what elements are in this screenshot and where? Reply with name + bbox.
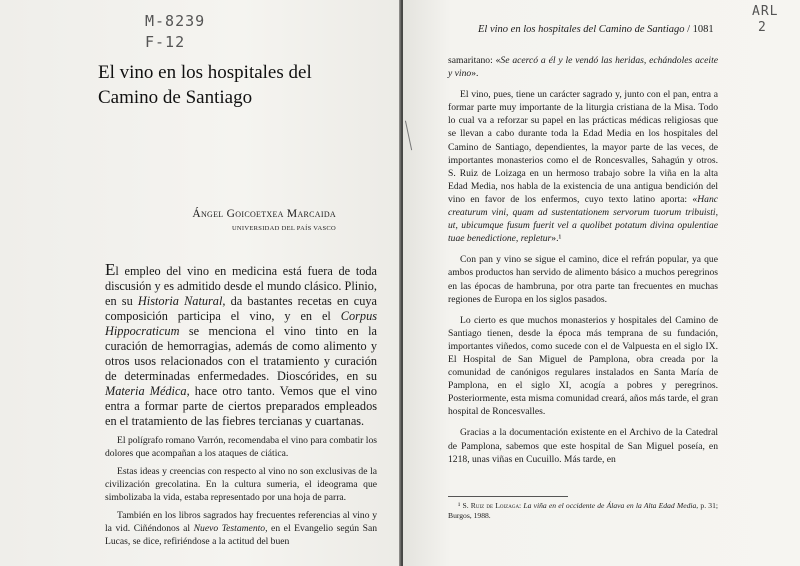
paragraph: Con pan y vino se sigue el camino, dice el refrán popular, ya que ambos productos han servido de alimento básico a muchos peregrinos en las épocas de hambruna, por otra parte tan frecuentes en muchas regiones de Europa en los siglos pasados.	[448, 254, 718, 305]
paragraph: Lo cierto es que muchos monasterios y hospitales del Camino de Santiago tienen, desde la época más temprana de su fundación, importantes viñedos, como sucede con el de Valpuesta en el siglo IX. El Hospital de San Miguel de Pamplona, obra creada por la comunidad de canónigos regulares instalados en Santa María de Pamplona, en el siglo XI, acogía a pobres y peregrinos. Posteriormente, esta misma comunidad creará, años más tarde, el gran hospital de Roncesvalles.	[448, 314, 718, 418]
handwritten-code: ARL	[752, 4, 779, 19]
author-affiliation: UNIVERSIDAD DEL PAÍS VASCO	[231, 225, 336, 232]
left-body-text	[105, 262, 377, 553]
right-body-text	[448, 54, 718, 474]
opening-paragraph: El empleo del vino en medicina está fuera de toda discusión y es admitido desde el mundo clásico. Plinio, en su Historia Natural, da bastantes recetas en cuya composición participa el vino, y en el Corpus Hippocraticum se menciona el vino tinto en la curación de hemorragias, además de como alimento y otros usos relacionados con el tratamiento y curación de determinadas enfermedades. Dioscórides, en su Materia Médica, hace otro tanto. Vemos que el vino entra a formar parte de ciertos preparados empleados en el tratamiento de las fiebres tercianas y cuartanas.	[105, 260, 377, 428]
article-title: El vino en los hospitales del Camino de Santiago	[98, 62, 312, 108]
paragraph: samaritano: «Se acercó a él y le vendó las heridas, echándoles aceite y vino».	[448, 55, 719, 80]
paragraph: Estas ideas y creencias con respecto al vino no son exclusivas de la civilización grecolatina. En la cultura sumeria, el ideograma que simbolizaba la vida, estaba representado por una hoja de parra.	[105, 466, 377, 503]
paragraph: El vino, pues, tiene un carácter sagrado y, junto con el pan, entra a formar parte muy importante de la liturgia cristiana de la Misa. Todo lo cual va a reforzar su papel en las prácticas médicas religiosas que se llevan a cabo durante toda la Edad Media en los hospitales del Camino de Santiago, dependientes, la mayor parte de las veces, de importantes monasterios como el de Roncesvalles, Sahagún y otros. S. Ruiz de Loizaga en un hermoso trabajo sobre la viña en la alta Edad Media, nos habla de la existencia de una antigua bendición del vino en favor de los enfermos, cuyo texto latino aporta: «Hanc creaturum vini, quam ad sustentationem servorum tuorum tribuisti, ut, ubicumque fusum fuerit vel a quolibet potatum divina opulentiae tuae benedictione, repletur».¹	[448, 89, 718, 245]
handwritten-number: 2	[758, 20, 767, 35]
author-name: Ángel Goicoetxea Marcaida	[192, 208, 336, 220]
paragraph: También en los libros sagrados hay frecuentes referencias al vino y la vid. Ciñéndonos al Nuevo Testamento, en el Evangelio según San Lucas, se dice, refiriéndose a la actitud del buen	[105, 510, 377, 547]
page-number: / 1081	[687, 24, 714, 35]
footnote: ¹ S. Ruiz de Loizaga: La viña en el occidente de Álava en la Alta Edad Media, p. 31; Burgos, 1988.	[448, 501, 718, 520]
paragraph: Gracias a la documentación existente en el Archivo de la Catedral de Pamplona, sabemos que este hospital de San Miguel poseía, en 1218, unas viñas en Cucuillo. Más tarde, en	[448, 427, 718, 465]
paragraph: El polígrafo romano Varrón, recomendaba el vino para combatir los dolores que acompañan a los ataques de ciática.	[105, 435, 377, 459]
running-head: El vino en los hospitales del Camino de Santiago / 1081	[478, 24, 714, 35]
handwritten-shelfmark: M-8239	[145, 12, 206, 30]
drop-cap: E	[105, 260, 116, 279]
footnote-rule	[448, 496, 568, 497]
handwritten-folio: F-12	[145, 33, 186, 51]
